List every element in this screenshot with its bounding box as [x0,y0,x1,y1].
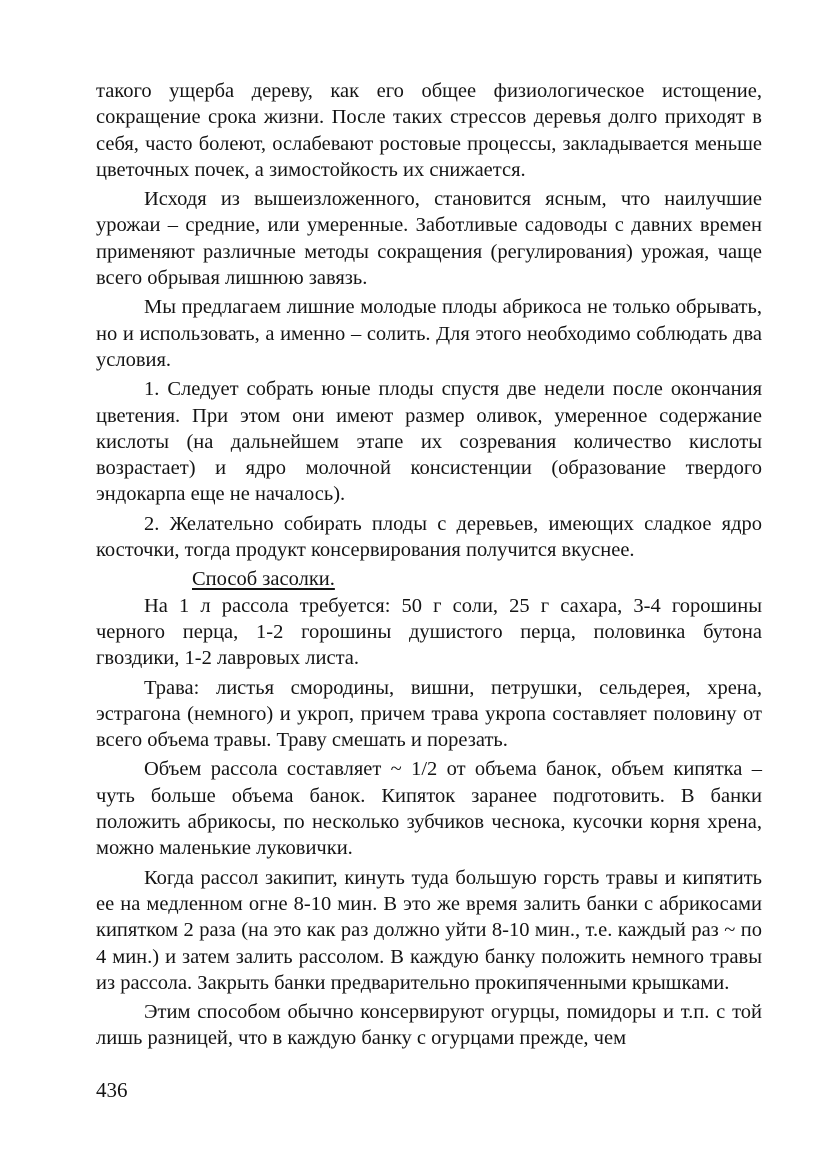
paragraph-herbs: Трава: листья смородины, вишни, петрушки, сельдерея, хрена, эстрагона (немного) и укроп, причем трава укропа составляет половину от всего объема травы. Траву смешать и порезать. [96,676,762,752]
paragraph-volume: Объем рассола составляет ~ 1/2 от объема банок, объем кипятка – чуть больше объема банок. Кипяток заранее подготовить. В банки положить абрикосы, по несколько зубчиков чеснока, кусочки корня хрена, можно маленькие луковички. [96,758,762,860]
heading-text: Способ засолки. [192,568,335,591]
paragraph-boiling: Когда рассол закипит, кинуть туда большую горсть травы и кипятить ее на медленном огне 8-10 мин. В это же время залить банки с абрикосами кипятком 2 раза (на это как раз должно уйти 8-10 мин., т.е. каждый раз ~ по 4 мин.) и затем залить рассолом. В каждую банку положить немного травы из рассола. Закрыть банки предварительно прокипяченными крышками. [96,866,762,994]
page-number: 436 [96,1078,128,1102]
paragraph-best-yields: Исходя из вышеизложенного, становится ясным, что наилучшие урожаи – средние, или умеренные. Заботливые садоводы с давних времен применяют различные методы сокращения (регулирования) урожая, чаще всего обрывая лишнюю завязь. [96,188,762,290]
paragraph-brine: На 1 л рассола требуется: 50 г соли, 25 г сахара, 3-4 горошины черного перца, 1-2 горошины душистого перца, половинка бутона гвоздики, 1-2 лавровых листа. [96,594,762,670]
paragraph-proposal: Мы предлагаем лишние молодые плоды абрикоса не только обрывать, но и использовать, а именно – солить. Для этого необходимо соблюдать два условия. [96,296,762,371]
paragraph-condition-1: 1. Следует собрать юные плоды спустя две недели после окончания цветения. При этом они имеют размер оливок, умеренное содержание кислоты (на дальнейшем этапе их созревания количество кислоты возрастает) и ядро молочной консистенции (образование твердого эндокарпа еще не началось). [96,378,762,506]
section-heading [96,566,762,592]
paragraph-condition-2: 2. Желательно собирать плоды с деревьев, имеющих сладкое ядро косточки, тогда продукт консервирования получится вкуснее. [96,512,762,562]
paragraph-continuation: такого ущерба дереву, как его общее физиологическое истощение, сокращение срока жизни. После таких стрессов деревья долго приходят в себя, часто болеют, ослабевают ростовые процессы, закладывается меньше цветочных почек, а зимостойкость их снижается. [96,80,762,181]
body-text [96,78,762,1055]
paragraph-method-note: Этим способом обычно консервируют огурцы, помидоры и т.п. с той лишь разницей, что в каждую банку с огурцами прежде, чем [96,1001,762,1050]
